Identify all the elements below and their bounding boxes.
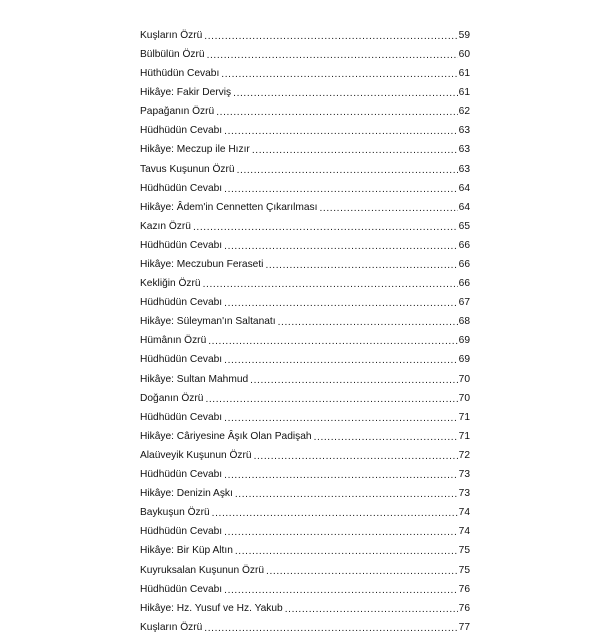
toc-entry-title: Hikâye: Meczubun Feraseti [140,259,264,271]
table-of-contents [140,22,470,633]
toc-leader-dots [252,146,458,156]
toc-entry-title: Hümânın Özrü [140,335,207,347]
toc-entry-title: Kuşların Özrü [140,621,203,633]
toc-entry-page-number: 64 [458,182,470,194]
toc-entry-title: Kekliğin Özrü [140,278,201,290]
toc-entry[interactable] [140,22,470,41]
toc-entry-title: Hüdhüdün Cevabı [140,354,223,366]
toc-entry-page-number: 71 [458,411,470,423]
toc-entry-page-number: 64 [458,201,470,213]
toc-leader-dots [285,604,458,614]
toc-entry-page-number: 75 [458,564,470,576]
toc-entry-page-number: 77 [458,621,470,633]
toc-entry[interactable] [140,499,470,518]
toc-entry-title: Hüdhüdün Cevabı [140,125,223,137]
toc-entry[interactable] [140,347,470,366]
toc-entry[interactable] [140,60,470,79]
toc-entry[interactable] [140,518,470,537]
toc-entry[interactable] [140,137,470,156]
toc-leader-dots [224,585,458,595]
toc-entry-page-number: 65 [458,220,470,232]
toc-entry[interactable] [140,385,470,404]
toc-leader-dots [193,222,458,232]
toc-entry[interactable] [140,156,470,175]
toc-entry-title: Hikâye: Câriyesine Âşık Olan Padişah [140,430,312,442]
toc-entry[interactable] [140,194,470,213]
toc-entry[interactable] [140,423,470,442]
toc-leader-dots [203,279,458,289]
toc-leader-dots [224,184,458,194]
toc-entry[interactable] [140,480,470,499]
toc-entry[interactable] [140,538,470,557]
toc-entry-page-number: 63 [458,163,470,175]
toc-entry[interactable] [140,328,470,347]
toc-leader-dots [254,451,458,461]
toc-entry-title: Hikâye: Sultan Mahmud [140,373,249,385]
toc-entry-page-number: 75 [458,545,470,557]
toc-leader-dots [224,413,458,423]
toc-entry-page-number: 71 [458,430,470,442]
toc-entry-title: Hüdhüdün Cevabı [140,239,223,251]
toc-entry-title: Alaüveyik Kuşunun Özrü [140,449,252,461]
toc-entry-title: Tavus Kuşunun Özrü [140,163,235,175]
toc-entry-page-number: 61 [458,87,470,99]
toc-leader-dots [319,203,457,213]
toc-entry-page-number: 73 [458,488,470,500]
toc-entry-page-number: 69 [458,354,470,366]
toc-leader-dots [208,337,457,347]
toc-leader-dots [216,107,457,117]
toc-entry-page-number: 68 [458,316,470,328]
toc-leader-dots [204,623,457,633]
toc-entry-page-number: 63 [458,125,470,137]
toc-leader-dots [204,31,457,41]
toc-entry-title: Hikâye: Denizin Aşkı [140,488,233,500]
toc-entry-title: Hikâye: Meczup ile Hızır [140,144,250,156]
toc-leader-dots [250,375,458,385]
toc-entry[interactable] [140,251,470,270]
toc-leader-dots [224,127,458,137]
toc-leader-dots [224,356,458,366]
toc-entry[interactable] [140,308,470,327]
toc-entry-title: Hikâye: Süleyman'ın Saltanatı [140,316,276,328]
toc-leader-dots [233,88,458,98]
toc-entry-title: Hüdhüdün Cevabı [140,526,223,538]
toc-entry-page-number: 70 [458,392,470,404]
toc-entry-title: Hikâye: Hz. Yusuf ve Hz. Yakub [140,602,283,614]
toc-entry-page-number: 62 [458,106,470,118]
toc-leader-dots [205,394,457,404]
toc-entry-page-number: 70 [458,373,470,385]
toc-leader-dots [207,50,458,60]
toc-entry-page-number: 59 [458,29,470,41]
toc-entry-title: Hikâye: Âdem'in Cennetten Çıkarılması [140,201,318,213]
toc-entry-title: Papağanın Özrü [140,106,215,118]
toc-entry-title: Hüdhüdün Cevabı [140,583,223,595]
toc-entry-page-number: 67 [458,297,470,309]
toc-entry[interactable] [140,175,470,194]
toc-leader-dots [224,470,458,480]
toc-entry-page-number: 76 [458,583,470,595]
toc-entry-title: Doğanın Özrü [140,392,204,404]
toc-entry-page-number: 76 [458,602,470,614]
toc-entry-title: Kuyruksalan Kuşunun Özrü [140,564,265,576]
toc-entry-page-number: 73 [458,469,470,481]
toc-entry-page-number: 61 [458,68,470,80]
toc-leader-dots [224,241,458,251]
toc-leader-dots [224,298,458,308]
toc-entry-page-number: 66 [458,278,470,290]
toc-entry[interactable] [140,270,470,289]
toc-entry-title: Kazın Özrü [140,220,191,232]
toc-entry-title: Hüdhüdün Cevabı [140,469,223,481]
toc-entry[interactable] [140,117,470,136]
toc-leader-dots [235,489,458,499]
toc-leader-dots [265,260,457,270]
toc-leader-dots [221,69,457,79]
toc-entry[interactable] [140,461,470,480]
toc-entry[interactable] [140,98,470,117]
toc-leader-dots [237,165,458,175]
toc-entry[interactable] [140,366,470,385]
toc-entry-page-number: 66 [458,239,470,251]
toc-entry[interactable] [140,289,470,308]
toc-entry[interactable] [140,41,470,60]
toc-entry-page-number: 66 [458,259,470,271]
toc-entry-title: Hüdhüdün Cevabı [140,297,223,309]
toc-entry-title: Hüdhüdün Cevabı [140,182,223,194]
toc-leader-dots [235,547,458,557]
toc-entry-page-number: 74 [458,507,470,519]
toc-entry-title: Hüthüdün Cevabı [140,68,220,80]
toc-leader-dots [224,528,458,538]
toc-entry-page-number: 69 [458,335,470,347]
toc-entry[interactable] [140,213,470,232]
toc-entry[interactable] [140,595,470,614]
toc-entry-page-number: 60 [458,48,470,60]
toc-entry[interactable] [140,442,470,461]
toc-entry[interactable] [140,79,470,98]
toc-entry-title: Baykuşun Özrü [140,507,210,519]
toc-entry[interactable] [140,404,470,423]
toc-entry-title: Hikâye: Fakir Derviş [140,87,232,99]
toc-entry[interactable] [140,232,470,251]
toc-entry-title: Hikâye: Bir Küp Altın [140,545,233,557]
toc-leader-dots [314,432,458,442]
toc-entry-title: Bülbülün Özrü [140,48,205,60]
toc-entry[interactable] [140,576,470,595]
toc-entry[interactable] [140,557,470,576]
toc-entry-title: Hüdhüdün Cevabı [140,411,223,423]
toc-leader-dots [212,508,458,518]
toc-entry-title: Kuşların Özrü [140,29,203,41]
toc-entry-page-number: 72 [458,449,470,461]
toc-leader-dots [266,566,458,576]
toc-entry-page-number: 74 [458,526,470,538]
toc-entry[interactable] [140,614,470,633]
toc-entry-page-number: 63 [458,144,470,156]
toc-leader-dots [278,318,458,328]
